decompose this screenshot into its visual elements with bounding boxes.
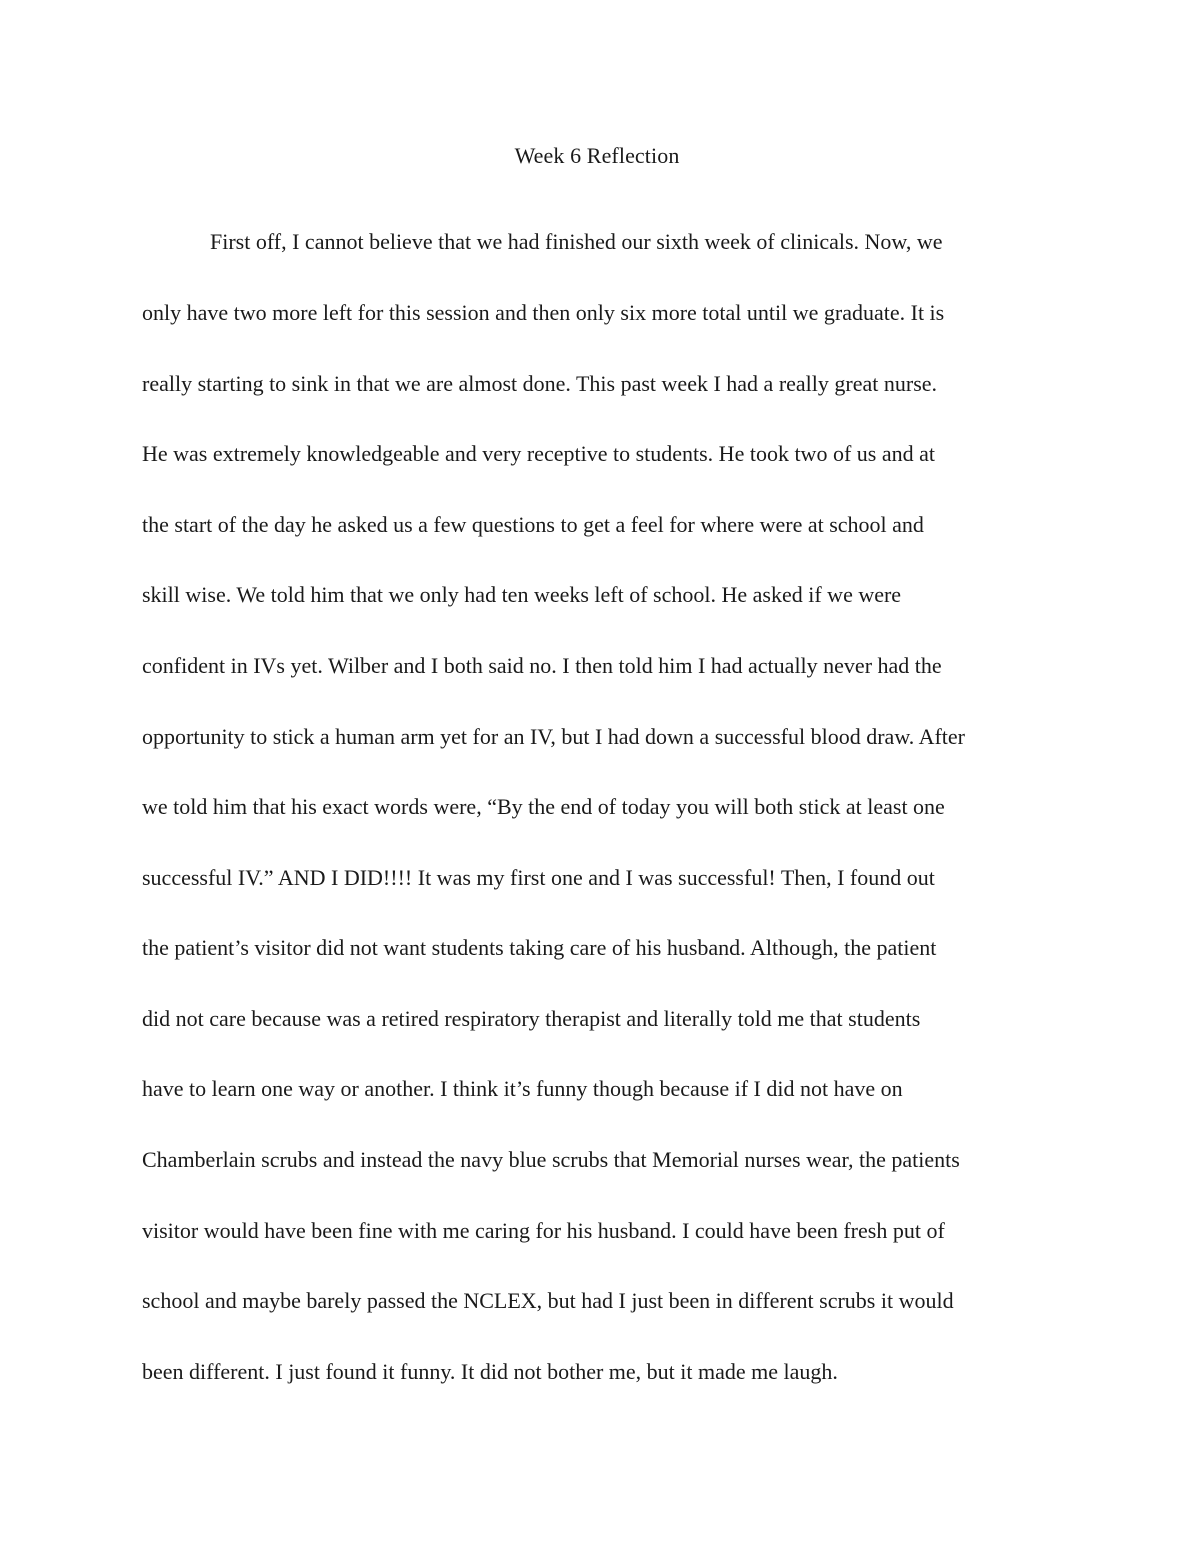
paragraph-line: have to learn one way or another. I think it’s funny though because if I did not have on: [142, 1076, 903, 1101]
paragraph-line: First off, I cannot believe that we had finished our sixth week of clinicals. Now, we: [210, 229, 943, 254]
paragraph-line: we told him that his exact words were, “By the end of today you will both stick at least one: [142, 794, 945, 819]
paragraph-line: confident in IVs yet. Wilber and I both said no. I then told him I had actually never had the: [142, 653, 942, 678]
paragraph-line: the patient’s visitor did not want students taking care of his husband. Although, the patient: [142, 935, 937, 960]
paragraph-line: school and maybe barely passed the NCLEX, but had I just been in different scrubs it would: [142, 1288, 954, 1313]
paragraph-line: only have two more left for this session and then only six more total until we graduate. It is: [142, 300, 945, 325]
paragraph-line: the start of the day he asked us a few questions to get a feel for where were at school and: [142, 512, 924, 537]
paragraph-line: skill wise. We told him that we only had ten weeks left of school. He asked if we were: [142, 582, 902, 607]
document-title: Week 6 Reflection: [514, 143, 680, 168]
paragraph-line: successful IV.” AND I DID!!!! It was my first one and I was successful! Then, I found out: [142, 865, 935, 890]
paragraph-line: opportunity to stick a human arm yet for an IV, but I had down a successful blood draw. After: [142, 724, 965, 749]
paragraph-line: been different. I just found it funny. It did not bother me, but it made me laugh.: [142, 1359, 838, 1384]
paragraph-line: visitor would have been fine with me caring for his husband. I could have been fresh put of: [142, 1218, 945, 1243]
paragraph-line: did not care because was a retired respiratory therapist and literally told me that students: [142, 1006, 921, 1031]
paragraph-line: Chamberlain scrubs and instead the navy blue scrubs that Memorial nurses wear, the patients: [142, 1147, 960, 1172]
paragraph-line: He was extremely knowledgeable and very receptive to students. He took two of us and at: [142, 441, 935, 466]
paragraph-line: really starting to sink in that we are almost done. This past week I had a really great nurse.: [142, 371, 938, 396]
